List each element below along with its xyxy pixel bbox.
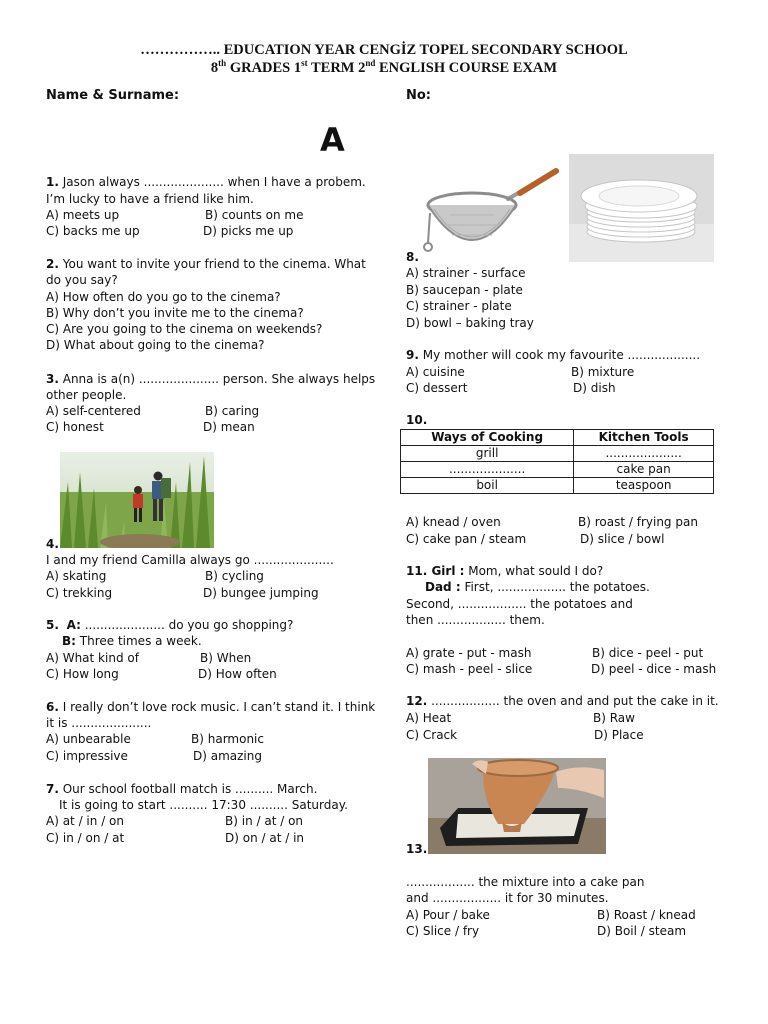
q9-option-b[interactable]: B) mixture <box>571 365 635 379</box>
q7-text: Our school football match is .......... March. <box>58 782 318 796</box>
q11-line4: then .................. them. <box>406 613 545 627</box>
q3-option-c[interactable]: C) honest <box>46 420 104 434</box>
q1-text2: I’m lucky to have a friend like him. <box>46 192 254 206</box>
q12-option-b[interactable]: B) Raw <box>593 711 635 725</box>
q3-option-a[interactable]: A) self-centered <box>46 404 141 418</box>
q4-option-b[interactable]: B) cycling <box>205 569 264 583</box>
q6-option-a[interactable]: A) unbearable <box>46 732 131 746</box>
q7-option-d[interactable]: D) on / at / in <box>225 831 305 845</box>
q2-option-a[interactable]: A) How often do you go to the cinema? <box>46 290 281 304</box>
q13-option-b[interactable]: B) Roast / knead <box>597 908 696 922</box>
q11-option-b[interactable]: B) dice - peel - put <box>592 646 704 660</box>
q4-option-d[interactable]: D) bungee jumping <box>203 586 319 600</box>
table-cell: cake pan <box>574 462 714 478</box>
q8-option-a[interactable]: A) strainer - surface <box>406 266 526 280</box>
table-header-cooking: Ways of Cooking <box>401 430 574 446</box>
q4-text: I and my friend Camilla always go ..................... <box>46 553 334 567</box>
q1-stem <box>46 174 366 190</box>
q5-option-d[interactable]: D) How often <box>198 667 277 681</box>
q11-option-d[interactable]: D) peel - dice - mash <box>591 662 717 676</box>
q11-dad-text: First, .................. the potatoes. <box>460 580 650 594</box>
term-suffix: st <box>301 58 308 69</box>
q1-number: 1. <box>46 175 59 189</box>
q3-text2: other people. <box>46 388 127 402</box>
q4-option-c[interactable]: C) trekking <box>46 586 113 600</box>
q13-option-d[interactable]: D) Boil / steam <box>597 924 687 938</box>
q7-text2: It is going to start .......... 17:30 .......... Saturday. <box>59 798 348 812</box>
q11-option-a[interactable]: A) grate - put - mash <box>406 646 532 660</box>
table-cell: .................... <box>401 462 574 478</box>
number-label: No: <box>406 88 432 103</box>
q11-line3: Second, .................. the potatoes and <box>406 597 633 611</box>
q2-option-c[interactable]: C) Are you going to the cinema on weekends? <box>46 322 323 336</box>
exam-title-part1: GRADES 1 <box>226 60 302 76</box>
q10-option-a[interactable]: A) knead / oven <box>406 515 501 529</box>
table-row <box>401 478 714 494</box>
q9-option-d[interactable]: D) dish <box>573 381 616 395</box>
q10-option-d[interactable]: D) slice / bowl <box>580 532 665 546</box>
q12-stem <box>406 693 719 709</box>
q7-stem <box>46 781 317 797</box>
q12-option-d[interactable]: D) Place <box>594 728 644 742</box>
cooking-tools-table <box>400 429 714 494</box>
grade-number: 8 <box>210 60 219 76</box>
q6-stem <box>46 699 375 715</box>
q5-speaker-a: A: <box>66 618 81 632</box>
q5-line-b <box>62 633 202 649</box>
q8-option-b[interactable]: B) saucepan - plate <box>406 283 523 297</box>
strainer-photo <box>420 165 560 255</box>
exam-title-part2: TERM 2 <box>307 60 366 76</box>
q1-text: Jason always ..................... when I have a probem. <box>58 175 366 189</box>
q1-option-c[interactable]: C) backs me up <box>46 224 140 238</box>
q4-option-a[interactable]: A) skating <box>46 569 107 583</box>
q5-speaker-b-text: Three times a week. <box>75 634 202 648</box>
q13-text2: and .................. it for 30 minutes. <box>406 891 609 905</box>
q13-text: .................. the mixture into a cake pan <box>406 875 645 889</box>
q5-option-c[interactable]: C) How long <box>46 667 119 681</box>
q2-option-b[interactable]: B) Why don’t you invite me to the cinema? <box>46 306 304 320</box>
exam-title <box>0 60 768 76</box>
exam-title-part3: ENGLISH COURSE EXAM <box>375 60 558 76</box>
trekking-photo <box>60 452 214 548</box>
q11-number: 11. <box>406 564 428 578</box>
q11-girl-label: Girl : <box>427 564 465 578</box>
q8-number: 8. <box>406 250 419 264</box>
q12-option-a[interactable]: A) Heat <box>406 711 452 725</box>
q6-option-b[interactable]: B) harmonic <box>191 732 264 746</box>
exam-suffix: nd <box>365 58 376 69</box>
table-header-tools: Kitchen Tools <box>574 430 714 446</box>
q5-speaker-a-text: ..................... do you go shopping? <box>80 618 294 632</box>
pouring-mixture-photo <box>428 758 606 854</box>
table-row <box>401 462 714 478</box>
q12-option-c[interactable]: C) Crack <box>406 728 458 742</box>
q7-option-c[interactable]: C) in / on / at <box>46 831 125 845</box>
q1-option-a[interactable]: A) meets up <box>46 208 120 222</box>
q3-stem <box>46 371 375 387</box>
name-surname-label: Name & Surname: <box>46 88 180 103</box>
q13-option-a[interactable]: A) Pour / bake <box>406 908 490 922</box>
q6-option-c[interactable]: C) impressive <box>46 749 128 763</box>
q10-number: 10. <box>406 413 428 427</box>
q1-option-d[interactable]: D) picks me up <box>203 224 294 238</box>
q4-number: 4. <box>46 537 59 551</box>
q9-option-c[interactable]: C) dessert <box>406 381 468 395</box>
booklet-letter: A <box>320 121 345 159</box>
q6-number: 6. <box>46 700 59 714</box>
q11-dad-line <box>425 579 650 595</box>
q11-girl-text: Mom, what sould I do? <box>464 564 604 578</box>
q6-text2: it is ..................... <box>46 716 152 730</box>
q6-option-d[interactable]: D) amazing <box>193 749 262 763</box>
q2-text2: do you say? <box>46 273 118 287</box>
q10-option-c[interactable]: C) cake pan / steam <box>406 532 527 546</box>
q2-text: You want to invite your friend to the cinema. What <box>58 257 366 271</box>
table-cell: .................... <box>574 446 714 462</box>
q12-number: 12. <box>406 694 428 708</box>
q9-text: My mother will cook my favourite ................... <box>418 348 701 362</box>
q3-text: Anna is a(n) ..................... person. She always helps <box>58 372 376 386</box>
q2-stem <box>46 256 366 272</box>
table-header-row <box>401 430 714 446</box>
q9-option-a[interactable]: A) cuisine <box>406 365 465 379</box>
q9-number: 9. <box>406 348 419 362</box>
q7-option-a[interactable]: A) at / in / on <box>46 814 124 828</box>
q5-line-a <box>46 617 293 633</box>
q5-speaker-b: B: <box>62 634 76 648</box>
q3-option-d[interactable]: D) mean <box>203 420 255 434</box>
q9-stem <box>406 347 700 363</box>
q10-option-b[interactable]: B) roast / frying pan <box>578 515 698 529</box>
q11-girl-line <box>406 563 603 579</box>
q1-option-b[interactable]: B) counts on me <box>205 208 304 222</box>
q13-option-c[interactable]: C) Slice / fry <box>406 924 480 938</box>
plates-photo <box>569 154 714 262</box>
q7-option-b[interactable]: B) in / at / on <box>225 814 304 828</box>
q5-option-a[interactable]: A) What kind of <box>46 651 139 665</box>
table-cell: teaspoon <box>574 478 714 494</box>
q8-option-c[interactable]: C) strainer - plate <box>406 299 512 313</box>
q3-option-b[interactable]: B) caring <box>205 404 260 418</box>
table-cell: boil <box>401 478 574 494</box>
q8-option-d[interactable]: D) bowl – baking tray <box>406 316 534 330</box>
grade-suffix: th <box>218 58 227 69</box>
q12-text: .................. the oven and and put the cake in it. <box>427 694 719 708</box>
q2-option-d[interactable]: D) What about going to the cinema? <box>46 338 265 352</box>
q2-number: 2. <box>46 257 59 271</box>
table-row <box>401 446 714 462</box>
q5-number: 5. <box>46 618 59 632</box>
q6-text: I really don’t love rock music. I can’t stand it. I think <box>58 700 376 714</box>
q13-number: 13. <box>406 842 428 856</box>
q11-option-c[interactable]: C) mash - peel - slice <box>406 662 533 676</box>
q7-number: 7. <box>46 782 59 796</box>
school-title: …………….. EDUCATION YEAR CENGİZ TOPEL SECONDARY SCHOOL <box>140 42 628 58</box>
q3-number: 3. <box>46 372 59 386</box>
table-cell: grill <box>401 446 574 462</box>
q11-dad-label: Dad : <box>425 580 461 594</box>
q5-option-b[interactable]: B) When <box>200 651 252 665</box>
